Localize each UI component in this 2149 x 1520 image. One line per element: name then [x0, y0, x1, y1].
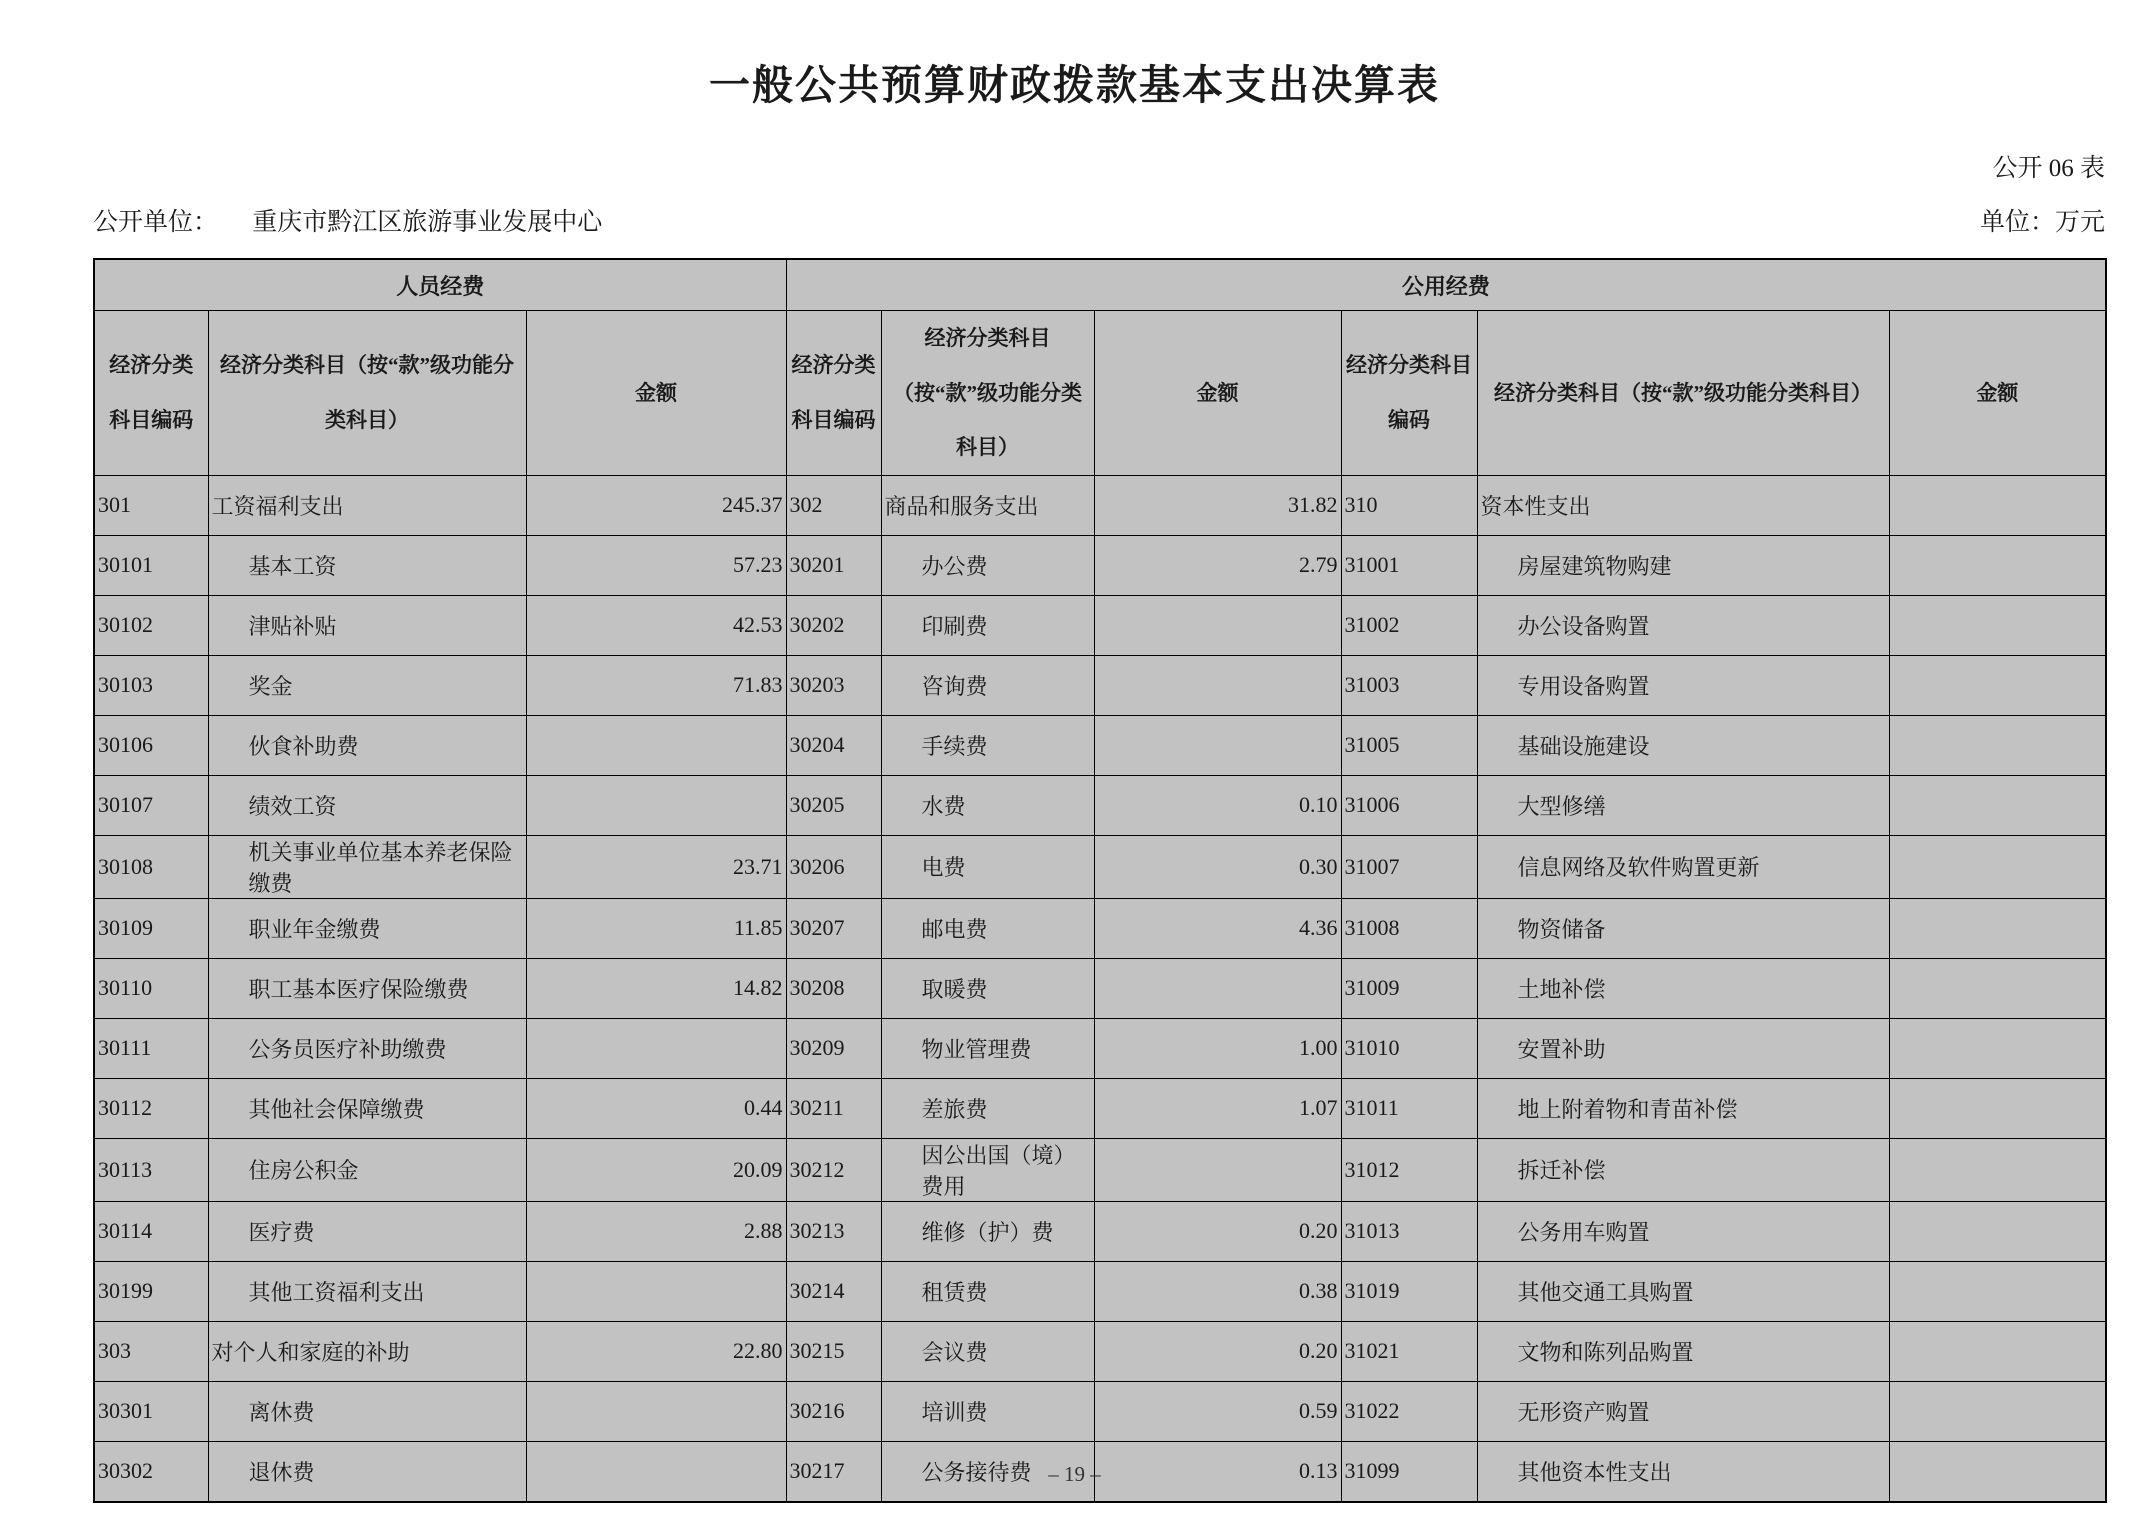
- econ-subject-cell: 公务接待费: [881, 1441, 1094, 1502]
- amount-cell: 0.44: [526, 1078, 786, 1138]
- econ-code-cell: 30206: [786, 835, 881, 898]
- econ-subject-cell: 机关事业单位基本养老保险缴费: [208, 835, 526, 898]
- header-econ-code-3: 经济分类科目编码: [1341, 311, 1477, 476]
- econ-subject-cell: 专用设备购置: [1477, 655, 1889, 715]
- econ-subject-cell: 水费: [881, 775, 1094, 835]
- amount-cell: [1094, 1138, 1341, 1201]
- amount-cell: [1889, 655, 2106, 715]
- amount-cell: 2.88: [526, 1201, 786, 1261]
- publishing-unit-value: 重庆市黔江区旅游事业发展中心: [252, 209, 603, 236]
- econ-subject-cell: 大型修缮: [1477, 775, 1889, 835]
- econ-code-cell: 31021: [1341, 1321, 1477, 1381]
- econ-subject-cell: 物业管理费: [881, 1018, 1094, 1078]
- econ-code-cell: 31008: [1341, 898, 1477, 958]
- econ-code-cell: 30114: [94, 1201, 208, 1261]
- econ-code-cell: 30110: [94, 958, 208, 1018]
- econ-code-cell: 31003: [1341, 655, 1477, 715]
- amount-cell: [1889, 835, 2106, 898]
- econ-code-cell: 30204: [786, 715, 881, 775]
- amount-cell: 23.71: [526, 835, 786, 898]
- amount-cell: 245.37: [526, 475, 786, 535]
- econ-code-cell: 30113: [94, 1138, 208, 1201]
- econ-code-cell: 30108: [94, 835, 208, 898]
- currency-unit-label: 单位：万元: [1979, 209, 2105, 236]
- header-amount-1: 金额: [526, 311, 786, 476]
- amount-cell: [1889, 1201, 2106, 1261]
- amount-cell: 14.82: [526, 958, 786, 1018]
- econ-subject-cell: 其他工资福利支出: [208, 1261, 526, 1321]
- amount-cell: [1889, 1138, 2106, 1201]
- amount-cell: [1094, 595, 1341, 655]
- econ-code-cell: 31019: [1341, 1261, 1477, 1321]
- header-econ-code-2: 经济分类科目编码: [786, 311, 881, 476]
- econ-subject-cell: 安置补助: [1477, 1018, 1889, 1078]
- amount-cell: [1889, 595, 2106, 655]
- table-row: [94, 595, 2106, 655]
- econ-subject-cell: 取暖费: [881, 958, 1094, 1018]
- econ-subject-cell: 差旅费: [881, 1078, 1094, 1138]
- amount-cell: 71.83: [526, 655, 786, 715]
- econ-code-cell: 31010: [1341, 1018, 1477, 1078]
- amount-cell: 0.38: [1094, 1261, 1341, 1321]
- amount-cell: 0.20: [1094, 1321, 1341, 1381]
- table-row: [94, 1138, 2106, 1201]
- table-row: [94, 775, 2106, 835]
- econ-subject-cell: 邮电费: [881, 898, 1094, 958]
- table-code-label: 公开 06 表: [1992, 155, 2105, 182]
- group-header-public: 公用经费: [786, 259, 2106, 311]
- econ-code-cell: 31002: [1341, 595, 1477, 655]
- econ-code-cell: 30201: [786, 535, 881, 595]
- amount-cell: 20.09: [526, 1138, 786, 1201]
- econ-subject-cell: 地上附着物和青苗补偿: [1477, 1078, 1889, 1138]
- header-econ-subject-2: 经济分类科目（按“款”级功能分类科目）: [881, 311, 1094, 476]
- amount-cell: [1889, 775, 2106, 835]
- group-header-personnel: 人员经费: [94, 259, 786, 311]
- econ-code-cell: 30101: [94, 535, 208, 595]
- econ-code-cell: 30109: [94, 898, 208, 958]
- amount-cell: 0.20: [1094, 1201, 1341, 1261]
- page-number: – 19 –: [1048, 1462, 1101, 1486]
- econ-code-cell: 30301: [94, 1381, 208, 1441]
- econ-subject-cell: 信息网络及软件购置更新: [1477, 835, 1889, 898]
- amount-cell: [526, 1261, 786, 1321]
- econ-code-cell: 30208: [786, 958, 881, 1018]
- econ-code-cell: 31022: [1341, 1381, 1477, 1441]
- table-row: [94, 535, 2106, 595]
- amount-cell: [1889, 535, 2106, 595]
- page-title: 一般公共预算财政拨款基本支出决算表: [709, 62, 1440, 108]
- header-econ-code-1: 经济分类科目编码: [94, 311, 208, 476]
- econ-subject-cell: 房屋建筑物购建: [1477, 535, 1889, 595]
- amount-cell: 11.85: [526, 898, 786, 958]
- econ-subject-cell: 公务用车购置: [1477, 1201, 1889, 1261]
- econ-subject-cell: 土地补偿: [1477, 958, 1889, 1018]
- header-econ-subject-3: 经济分类科目（按“款”级功能分类科目）: [1477, 311, 1889, 476]
- group-header-row: [94, 259, 2106, 311]
- header-econ-subject-1: 经济分类科目（按“款”级功能分类科目）: [208, 311, 526, 476]
- amount-cell: [1889, 1381, 2106, 1441]
- econ-code-cell: 30216: [786, 1381, 881, 1441]
- amount-cell: 57.23: [526, 535, 786, 595]
- amount-cell: [526, 1018, 786, 1078]
- econ-subject-cell: 工资福利支出: [208, 475, 526, 535]
- econ-subject-cell: 办公费: [881, 535, 1094, 595]
- econ-code-cell: 31007: [1341, 835, 1477, 898]
- amount-cell: 0.59: [1094, 1381, 1341, 1441]
- econ-code-cell: 30215: [786, 1321, 881, 1381]
- econ-subject-cell: 绩效工资: [208, 775, 526, 835]
- amount-cell: [1094, 715, 1341, 775]
- amount-cell: [1889, 475, 2106, 535]
- econ-code-cell: 31006: [1341, 775, 1477, 835]
- table-row: [94, 1078, 2106, 1138]
- publishing-unit-label: 公开单位：: [93, 209, 219, 236]
- econ-subject-cell: 电费: [881, 835, 1094, 898]
- table-row: [94, 655, 2106, 715]
- econ-subject-cell: 因公出国（境）费用: [881, 1138, 1094, 1201]
- econ-subject-cell: 职业年金缴费: [208, 898, 526, 958]
- econ-code-cell: 31011: [1341, 1078, 1477, 1138]
- econ-subject-cell: 离休费: [208, 1381, 526, 1441]
- econ-subject-cell: 其他社会保障缴费: [208, 1078, 526, 1138]
- publishing-unit-line: [93, 202, 602, 238]
- table-row: [94, 835, 2106, 898]
- table-row: [94, 1201, 2106, 1261]
- econ-subject-cell: 无形资产购置: [1477, 1381, 1889, 1441]
- econ-code-cell: 31099: [1341, 1441, 1477, 1502]
- econ-subject-cell: 基本工资: [208, 535, 526, 595]
- table-row: [94, 1381, 2106, 1441]
- econ-code-cell: 302: [786, 475, 881, 535]
- econ-code-cell: 30112: [94, 1078, 208, 1138]
- econ-code-cell: 30106: [94, 715, 208, 775]
- amount-cell: [1889, 1261, 2106, 1321]
- econ-code-cell: 31009: [1341, 958, 1477, 1018]
- econ-code-cell: 30212: [786, 1138, 881, 1201]
- econ-subject-cell: 奖金: [208, 655, 526, 715]
- table-body: [94, 475, 2106, 1502]
- econ-code-cell: 30102: [94, 595, 208, 655]
- table-row: [94, 958, 2106, 1018]
- amount-cell: 0.30: [1094, 835, 1341, 898]
- econ-subject-cell: 物资储备: [1477, 898, 1889, 958]
- amount-cell: 4.36: [1094, 898, 1341, 958]
- table-row: [94, 1321, 2106, 1381]
- table-row: [94, 475, 2106, 535]
- econ-subject-cell: 咨询费: [881, 655, 1094, 715]
- amount-cell: [1889, 898, 2106, 958]
- amount-cell: [1094, 958, 1341, 1018]
- amount-cell: [526, 1381, 786, 1441]
- econ-code-cell: 30217: [786, 1441, 881, 1502]
- econ-subject-cell: 伙食补助费: [208, 715, 526, 775]
- econ-code-cell: 30207: [786, 898, 881, 958]
- amount-cell: [1889, 1078, 2106, 1138]
- amount-cell: 31.82: [1094, 475, 1341, 535]
- column-header-row: [94, 311, 2106, 476]
- budget-table: [93, 258, 2107, 1503]
- amount-cell: 22.80: [526, 1321, 786, 1381]
- econ-subject-cell: 基础设施建设: [1477, 715, 1889, 775]
- econ-code-cell: 30205: [786, 775, 881, 835]
- amount-cell: [526, 715, 786, 775]
- econ-subject-cell: 资本性支出: [1477, 475, 1889, 535]
- econ-code-cell: 30302: [94, 1441, 208, 1502]
- econ-subject-cell: 其他交通工具购置: [1477, 1261, 1889, 1321]
- amount-cell: [1889, 1018, 2106, 1078]
- econ-subject-cell: 职工基本医疗保险缴费: [208, 958, 526, 1018]
- econ-subject-cell: 手续费: [881, 715, 1094, 775]
- econ-subject-cell: 办公设备购置: [1477, 595, 1889, 655]
- table-row: [94, 715, 2106, 775]
- econ-code-cell: 30199: [94, 1261, 208, 1321]
- econ-subject-cell: 公务员医疗补助缴费: [208, 1018, 526, 1078]
- amount-cell: [1889, 715, 2106, 775]
- econ-subject-cell: 文物和陈列品购置: [1477, 1321, 1889, 1381]
- amount-cell: [526, 775, 786, 835]
- econ-subject-cell: 培训费: [881, 1381, 1094, 1441]
- econ-subject-cell: 住房公积金: [208, 1138, 526, 1201]
- econ-subject-cell: 会议费: [881, 1321, 1094, 1381]
- header-amount-2: 金额: [1094, 311, 1341, 476]
- amount-cell: 0.13: [1094, 1441, 1341, 1502]
- amount-cell: 2.79: [1094, 535, 1341, 595]
- econ-code-cell: 30211: [786, 1078, 881, 1138]
- econ-subject-cell: 拆迁补偿: [1477, 1138, 1889, 1201]
- amount-cell: [1094, 655, 1341, 715]
- econ-code-cell: 310: [1341, 475, 1477, 535]
- econ-code-cell: 31001: [1341, 535, 1477, 595]
- econ-code-cell: 30111: [94, 1018, 208, 1078]
- amount-cell: [1889, 1321, 2106, 1381]
- econ-subject-cell: 退休费: [208, 1441, 526, 1502]
- econ-subject-cell: 对个人和家庭的补助: [208, 1321, 526, 1381]
- econ-code-cell: 30202: [786, 595, 881, 655]
- econ-code-cell: 303: [94, 1321, 208, 1381]
- amount-cell: 1.07: [1094, 1078, 1341, 1138]
- econ-code-cell: 30203: [786, 655, 881, 715]
- amount-cell: [1889, 958, 2106, 1018]
- econ-code-cell: 31013: [1341, 1201, 1477, 1261]
- table-row: [94, 898, 2106, 958]
- econ-code-cell: 30213: [786, 1201, 881, 1261]
- econ-subject-cell: 租赁费: [881, 1261, 1094, 1321]
- econ-subject-cell: 商品和服务支出: [881, 475, 1094, 535]
- table-row: [94, 1261, 2106, 1321]
- econ-subject-cell: 津贴补贴: [208, 595, 526, 655]
- amount-cell: 42.53: [526, 595, 786, 655]
- amount-cell: 1.00: [1094, 1018, 1341, 1078]
- econ-subject-cell: 维修（护）费: [881, 1201, 1094, 1261]
- econ-code-cell: 301: [94, 475, 208, 535]
- econ-subject-cell: 其他资本性支出: [1477, 1441, 1889, 1502]
- econ-code-cell: 31005: [1341, 715, 1477, 775]
- econ-code-cell: 30103: [94, 655, 208, 715]
- econ-code-cell: 30214: [786, 1261, 881, 1321]
- econ-subject-cell: 印刷费: [881, 595, 1094, 655]
- amount-cell: 0.10: [1094, 775, 1341, 835]
- econ-subject-cell: 医疗费: [208, 1201, 526, 1261]
- table-row: [94, 1018, 2106, 1078]
- econ-code-cell: 30107: [94, 775, 208, 835]
- econ-code-cell: 30209: [786, 1018, 881, 1078]
- header-amount-3: 金额: [1889, 311, 2106, 476]
- econ-code-cell: 31012: [1341, 1138, 1477, 1201]
